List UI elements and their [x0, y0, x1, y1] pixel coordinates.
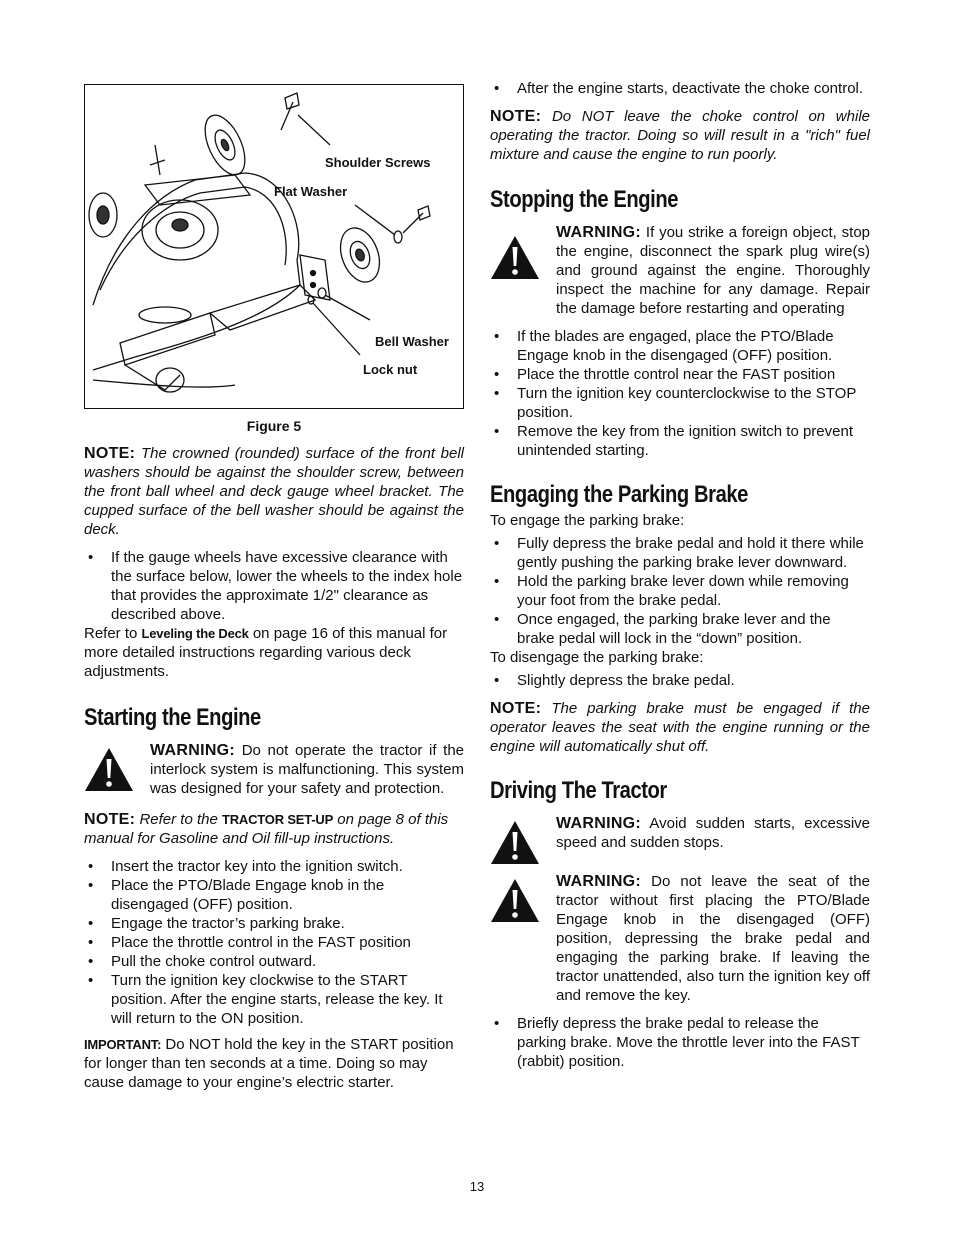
list-item: • Fully depress the brake pedal and hold it there while gently pushing the parking brake lever downward.: [490, 534, 870, 572]
warning-triangle-icon: [490, 235, 540, 280]
list-item: • Briefly depress the brake pedal to release the parking brake. Move the throttle lever into the FAST (rabbit) position.: [490, 1014, 870, 1071]
heading-starting-engine: Starting the Engine: [84, 704, 261, 731]
warning-label: WARNING:: [556, 224, 642, 241]
heading-driving-tractor: Driving The Tractor: [490, 777, 667, 804]
warning-interlock: [84, 741, 464, 798]
warning-text-block: [556, 872, 870, 1005]
label-shoulder-screws: Shoulder Screws: [325, 155, 431, 170]
note-bell-washer: [84, 444, 464, 539]
warning-label: WARNING:: [150, 742, 236, 759]
warning-text-block: [150, 741, 464, 798]
list-item: • After the engine starts, deactivate the choke control.: [490, 79, 870, 98]
warning-triangle-icon: [84, 747, 134, 792]
stop-steps-list: [490, 327, 870, 460]
tractor-setup-reference: TRACTOR SET-UP: [222, 812, 334, 827]
important-paragraph: [84, 1035, 464, 1092]
leveling-deck-reference: Leveling the Deck: [141, 626, 249, 641]
note-parking-brake: [490, 699, 870, 756]
list-item: • Insert the tractor key into the ignition switch.: [84, 857, 464, 876]
note-text: The crowned (rounded) surface of the front bell washers should be against the shoulder screw, between the front ball wheel and deck gauge wheel bracket. The cupped surface of the bell washer should be against the deck.: [84, 445, 464, 538]
warning-triangle-icon: [490, 878, 540, 923]
warning-text-block: [556, 814, 870, 852]
list-item: • If the gauge wheels have excessive clearance with the surface below, lower the wheels to the index hole that provides the approximate 1/2" clearance as described above.: [84, 548, 464, 624]
list-item: • Place the throttle control in the FAST position: [84, 933, 464, 952]
gauge-bullet-list: [84, 548, 464, 624]
list-item: • If the blades are engaged, place the PTO/Blade Engage knob in the disengaged (OFF) position.: [490, 327, 870, 365]
important-text: Do NOT hold the key in the START position for longer than ten seconds at a time. Doing so may cause damage to your engine’s electric starter.: [84, 1036, 454, 1091]
figure-caption: Figure 5: [246, 418, 302, 434]
list-item: • Turn the ignition key clockwise to the START position. After the engine starts, release the key. It will return to the ON position.: [84, 971, 464, 1028]
choke-bullet-list: [490, 79, 870, 98]
warning-text: If you strike a foreign object, stop the engine, disconnect the spark plug wire(s) and ground against the engine. Thoroughly inspect the machine for any damage. Repair the damage before restarting and operating: [556, 224, 870, 317]
label-flat-washer: Flat Washer: [274, 184, 348, 199]
page-number: 13: [469, 1179, 485, 1194]
note-text-tail: on page 8 of this manual for Gasoline and Oil fill-up instructions.: [84, 811, 449, 847]
note-setup: [84, 810, 464, 848]
warning-triangle-icon: [490, 820, 540, 865]
warning-leave-seat: [490, 872, 870, 1005]
start-steps-list: [84, 857, 464, 1028]
note-label: NOTE:: [490, 700, 542, 717]
important-label: IMPORTANT:: [84, 1037, 162, 1052]
list-item: • Pull the choke control outward.: [84, 952, 464, 971]
warning-text: Do not leave the seat of the tractor without first placing the PTO/Blade Engage knob in the disengaged (OFF) position, depressing the brake pedal and engaging the parking brake. If leaving the tractor unattended, also turn the ignition key off and remove the key.: [556, 873, 870, 1004]
warning-foreign-object: [490, 223, 870, 318]
heading-stopping-engine: Stopping the Engine: [490, 186, 679, 213]
warning-text: Do not operate the tractor if the interlock system is malfunctioning. This system was designed for your safety and protection.: [150, 742, 464, 797]
list-item: • Place the PTO/Blade Engage knob in the disengaged (OFF) position.: [84, 876, 464, 914]
refer-text: Refer to: [84, 625, 142, 642]
heading-parking-brake: Engaging the Parking Brake: [490, 481, 748, 508]
note-text: Refer to the: [139, 811, 222, 828]
note-text: Do NOT leave the choke control on while operating the tractor. Doing so will result in a "rich" fuel mixture and cause the engine to run poorly.: [490, 108, 870, 163]
brake-steps-list: [490, 534, 870, 648]
note-label: NOTE:: [84, 445, 136, 462]
disengage-steps-list: [490, 671, 870, 690]
refer-text-tail: on page 16 of this manual for more detailed instructions regarding various deck adjustments.: [84, 625, 448, 680]
left-column: [84, 444, 464, 1092]
disengage-intro: To disengage the parking brake:: [490, 649, 704, 666]
warning-label: WARNING:: [556, 815, 642, 832]
list-item: • Turn the ignition key counterclockwise to the STOP position.: [490, 384, 870, 422]
note-label: NOTE:: [84, 811, 136, 828]
warning-text-block: [556, 223, 870, 318]
brake-intro: To engage the parking brake:: [490, 512, 685, 529]
mower-deck-drawing: [85, 85, 462, 407]
list-item: • Once engaged, the parking brake lever and the brake pedal will lock in the “down” position.: [490, 610, 870, 648]
warning-label: WARNING:: [556, 873, 642, 890]
list-item: • Slightly depress the brake pedal.: [490, 671, 870, 690]
right-column: [490, 79, 870, 1071]
note-label: NOTE:: [490, 108, 542, 125]
warning-sudden-starts: [490, 814, 870, 852]
list-item: • Hold the parking brake lever down while removing your foot from the brake pedal.: [490, 572, 870, 610]
list-item: • Engage the tractor’s parking brake.: [84, 914, 464, 933]
warning-text: Avoid sudden starts, excessive speed and sudden stops.: [556, 815, 870, 851]
label-bell-washer: Bell Washer: [375, 334, 449, 349]
refer-paragraph: [84, 624, 464, 681]
note-text: The parking brake must be engaged if the operator leaves the seat with the engine running or the engine will automatically shut off.: [490, 700, 870, 755]
drive-steps-list: [490, 1014, 870, 1071]
list-item: • Place the throttle control near the FAST position: [490, 365, 870, 384]
list-item: • Remove the key from the ignition switch to prevent unintended starting.: [490, 422, 870, 460]
label-lock-nut: Lock nut: [363, 362, 418, 377]
note-choke: [490, 107, 870, 164]
figure-5-illustration: [84, 84, 464, 409]
